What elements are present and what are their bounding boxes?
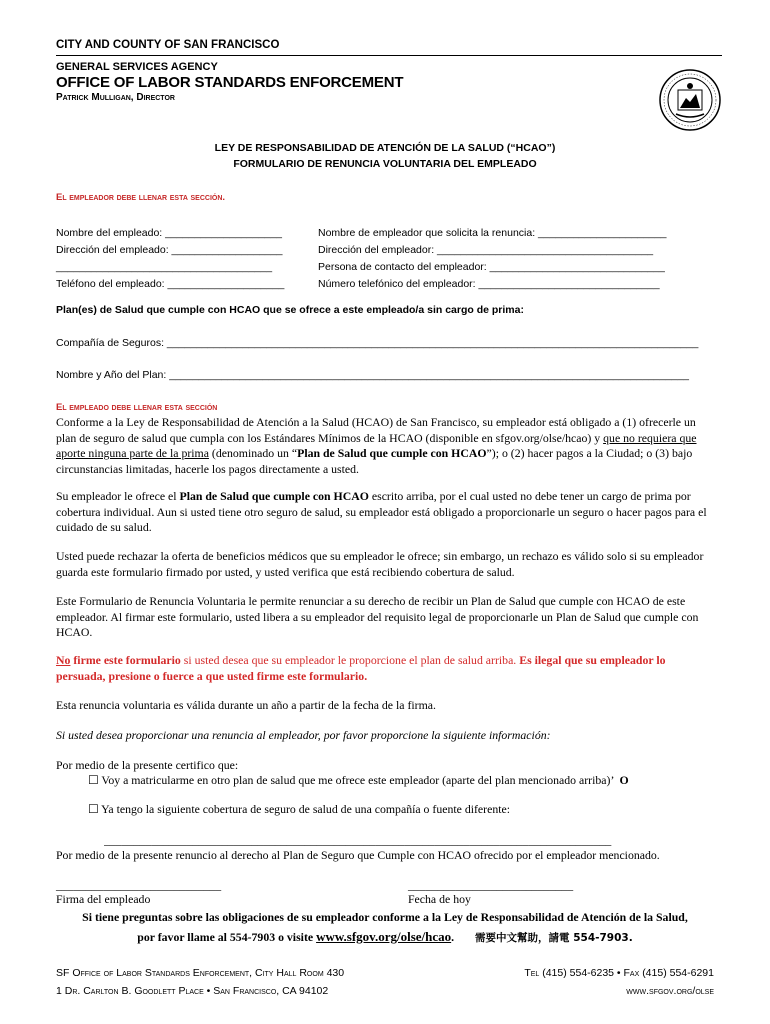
other-coverage-field[interactable]: ______________________________________________________________________________________ (104, 833, 612, 847)
p1-text-b: (denominado un “ (208, 446, 298, 460)
employer-section-heading: El empleador debe llenar esta sección. (56, 192, 226, 203)
employee-section-heading: El empleado debe llenar esta sección (56, 402, 218, 413)
option-other-coverage[interactable] (88, 802, 510, 817)
footer-address-1: SF Office of Labor Standards Enforcement, City Hall Room 430 (56, 967, 345, 979)
option2-label: Ya tengo la siguiente cobertura de seguro de salud de una compañía o fuente diferente: (101, 802, 511, 816)
paragraph-3: Usted puede rechazar la oferta de beneficios médicos que su empleador le ofrece; sin embargo, un rechazo es válido solo si su empleador guarda este formulario firmado por usted, y usted verifica que está recibiendo cobertura de salud. (56, 549, 704, 579)
header-rule (56, 55, 722, 56)
employer-phone-field[interactable]: Número telefónico del empleador: _______________________________ (318, 278, 660, 290)
employee-phone-field[interactable]: Teléfono del empleado: ____________________ (56, 278, 285, 290)
paragraph-4: Este Formulario de Renuncia Voluntaria le permite renunciar a su derecho de recibir un Plan de Salud que cumple con HCAO de este empleador. Al firmar este formulario, usted libera a su empleador del requisito legal de proporcionarle un Plan de Salud que cumple con HCAO. (56, 594, 699, 639)
employee-address-line2-field[interactable]: _____________________________________ (56, 261, 273, 273)
footer-address-2: 1 Dr. Carlton B. Goodlett Place • San Francisco, CA 94102 (56, 985, 329, 997)
p5-bold2: Es ilegal que su empleador lo persuada, presione o fuerce a que usted firme este formulario. (56, 653, 666, 683)
date-label: Fecha de hoy (408, 892, 471, 906)
p5-no: No (56, 653, 71, 667)
contact-line-2 (0, 929, 770, 945)
checkbox-icon[interactable]: ☐ (88, 802, 99, 816)
p1-text-c: ”); o (2) hacer pagos a la Ciudad; o (3) bajo circunstancias limitadas, hacerle los pagos directamente a usted. (56, 446, 693, 476)
paragraph-9: Por medio de la presente renuncio al derecho al Plan de Seguro que Cumple con HCAO ofrecido por el empleador mencionado. (56, 848, 660, 862)
paragraph-5-warning (56, 653, 716, 684)
hcao-website-link[interactable]: www.sfgov.org/olse/hcao (316, 929, 452, 944)
header-city: CITY AND COUNTY OF SAN FRANCISCO (56, 39, 280, 51)
insurer-field[interactable]: Compañía de Seguros: ___________________________________________________________________________________________ (56, 337, 699, 349)
header-office: OFFICE OF LABOR STANDARDS ENFORCEMENT (56, 74, 404, 91)
p2-text-b: escrito arriba, por el cual usted no debe tener un cargo de prima por cobertura individual. Aun si usted tiene otro seguro de salud, su empleador está obligado a proporcionarle un seguro o hacer pagos para el cuidado de su salud. (56, 489, 707, 534)
paragraph-8: Por medio de la presente certifico que: (56, 758, 239, 772)
header-director: Patrick Mulligan, Director (56, 92, 175, 103)
contact-text: por favor llame al 554-7903 o visite (137, 930, 317, 944)
checkbox-icon[interactable]: ☐ (88, 773, 99, 787)
employer-name-field[interactable]: Nombre de empleador que solicita la renuncia: ______________________ (318, 227, 667, 239)
paragraph-7: Si usted desea proporcionar una renuncia al empleador, por favor proporcione la siguiente información: (56, 728, 551, 742)
p1-bold: Plan de Salud que cumple con HCAO (297, 446, 487, 460)
employer-address-field[interactable]: Dirección del empleador: _____________________________________ (318, 244, 654, 256)
paragraph-2 (56, 489, 716, 536)
contact-line-1: Si tiene preguntas sobre las obligaciones de su empleador conforme a la Ley de Responsabilidad de Atención de la Salud, (82, 910, 688, 924)
plans-label: Plan(es) de Salud que cumple con HCAO que se ofrece a este empleado/a sin cargo de prima: (56, 304, 524, 316)
p5-text: si usted desea que su empleador le proporcione el plan de salud arriba. (180, 653, 517, 667)
header-agency: GENERAL SERVICES AGENCY (56, 61, 218, 73)
city-seal-icon (658, 68, 722, 132)
form-title-line1: LEY DE RESPONSABILIDAD DE ATENCIÓN DE LA SALUD (“HCAO”) (214, 142, 556, 154)
footer-website-link[interactable]: www.sfgov.org/olse (626, 985, 714, 997)
option1-label: Voy a matricularme en otro plan de salud que me ofrece este empleador (aparte del plan mencionado arriba)’ (101, 773, 614, 787)
signature-field[interactable]: ____________________________ (56, 878, 222, 892)
date-field[interactable]: ____________________________ (408, 878, 574, 892)
signature-label: Firma del empleado (56, 892, 151, 906)
contact-period: . (451, 930, 455, 944)
footer-phone-fax: Tel (415) 554-6235 • Fax (415) 554-6291 (524, 967, 714, 979)
form-title-line2: FORMULARIO DE RENUNCIA VOLUNTARIA DEL EMPLEADO (233, 158, 537, 170)
p5-bold: firme este formulario (70, 653, 181, 667)
plan-name-field[interactable]: Nombre y Año del Plan: _________________________________________________________________________________________ (56, 369, 689, 381)
employee-fields-left (56, 225, 284, 293)
employee-name-field[interactable]: Nombre del empleado: ____________________ (56, 227, 282, 239)
employer-fields-right (318, 225, 667, 293)
employer-contact-field[interactable]: Persona de contacto del empleador: ______________________________ (318, 261, 665, 273)
paragraph-6: Esta renuncia voluntaria es válida durante un año a partir de la fecha de la firma. (56, 698, 436, 712)
p2-text: Su empleador le ofrece el (56, 489, 180, 503)
paragraph-1 (56, 415, 716, 477)
option-enroll-other-plan[interactable] (88, 773, 629, 788)
chinese-help-text: 需要中文幫助，請電 554-7903. (475, 932, 633, 944)
employee-address-field[interactable]: Dirección del empleado: ___________________ (56, 244, 283, 256)
p1-underline: que no requiera que aporte ninguna parte de la prima (56, 430, 697, 460)
p1-text: Conforme a la Ley de Responsabilidad de Atención a la Salud (HCAO) de San Francisco, su empleador está obligado a (1) ofrecerle un plan de seguro de salud que cumpla con los Estándares Mínimos de la HCAO (disponible en sfgov.org/olse/hcao) y (56, 415, 696, 445)
option1-or: O (619, 773, 629, 787)
p2-bold: Plan de Salud que cumple con HCAO (179, 489, 369, 503)
